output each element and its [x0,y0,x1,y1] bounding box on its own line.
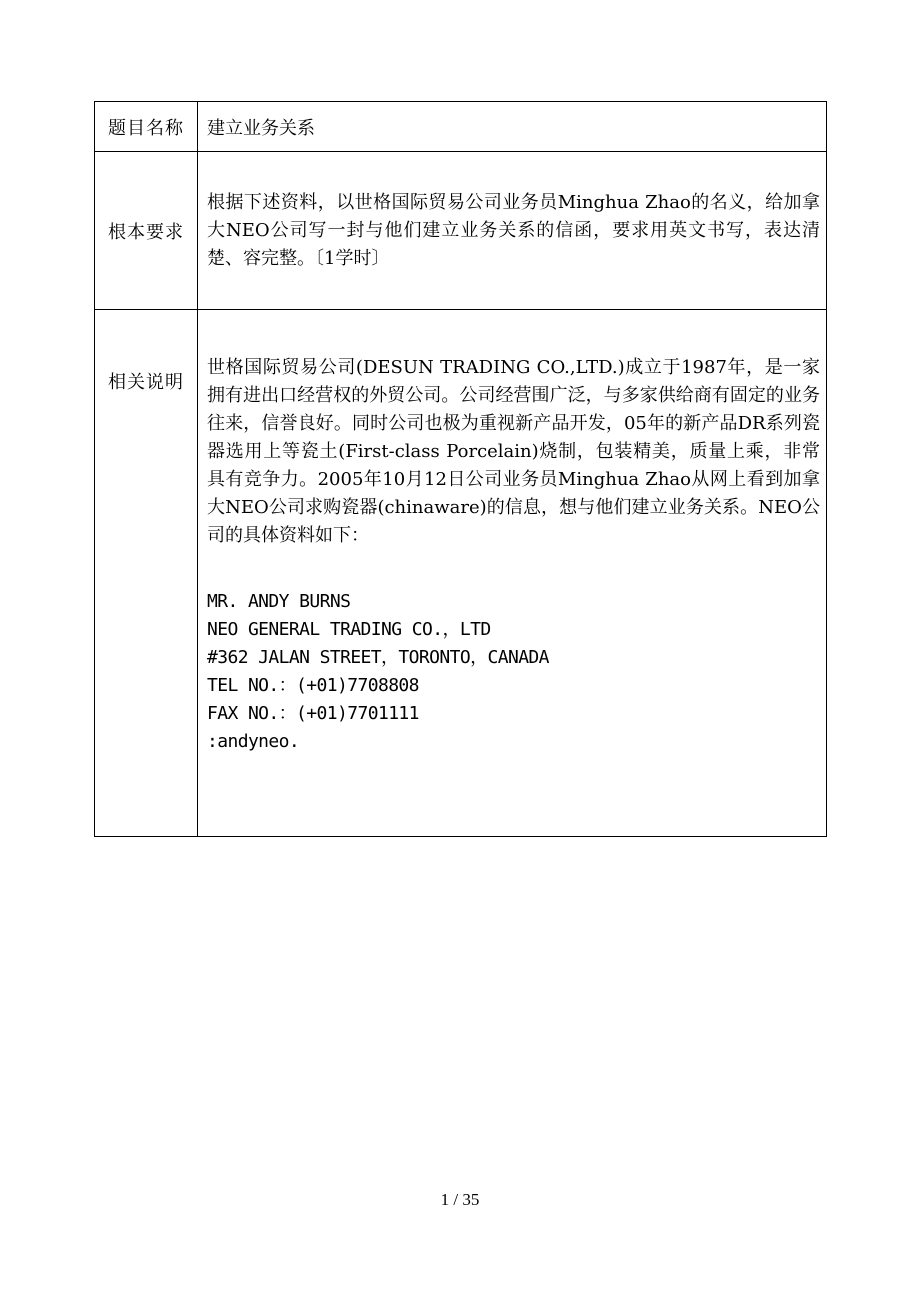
contact-tel: TEL NO.：(+01)7708808 [207,675,419,696]
table-row-requirements [95,152,827,310]
requirements-text: 根据下述资料，以世格国际贸易公司业务员Minghua Zhao的名义，给加拿大NEO公司写一封与他们建立业务关系的信函，要求用英文书写，表达清楚、容完整。〔1学时〕 [207,191,820,269]
table-row-description [95,310,827,837]
page-number: 1 / 35 [440,1190,480,1209]
description-label-cell [95,310,198,837]
contact-address: #362 JALAN STREET，TORONTO，CANADA [207,647,549,668]
contact-fax: FAX NO.：(+01)7701111 [207,703,419,724]
description-paragraph: 世格国际贸易公司(DESUN TRADING CO.,LTD.)成立于1987年，是一家拥有进出口经营权的外贸公司。公司经营围广泛，与多家供给商有固定的业务往来，信誉良好。同时公司也极为重视新产品开发，05年的新产品DR系列瓷器选用上等瓷土(First-class Porcelain)烧制，包装精美，质量上乘，非常具有竞争力。2005年10月12日公司业务员Minghua Zhao从网上看到加拿大NEO公司求购瓷器(chinaware)的信息，想与他们建立业务关系。NEO公司的具体资料如下： [207,357,820,546]
description-cell [198,310,827,837]
contact-name: MR. ANDY BURNS [207,591,351,612]
requirements-cell [198,152,827,310]
contact-block [207,588,820,756]
description-label: 相关说明 [108,372,184,393]
title-content: 建立业务关系 [198,102,827,152]
requirements-label: 根本要求 [95,152,198,310]
assignment-table [94,101,827,837]
table-row-title [95,102,827,152]
contact-email: :andyneo. [207,731,300,752]
title-label: 题目名称 [95,102,198,152]
contact-company: NEO GENERAL TRADING CO.，LTD [207,619,491,640]
